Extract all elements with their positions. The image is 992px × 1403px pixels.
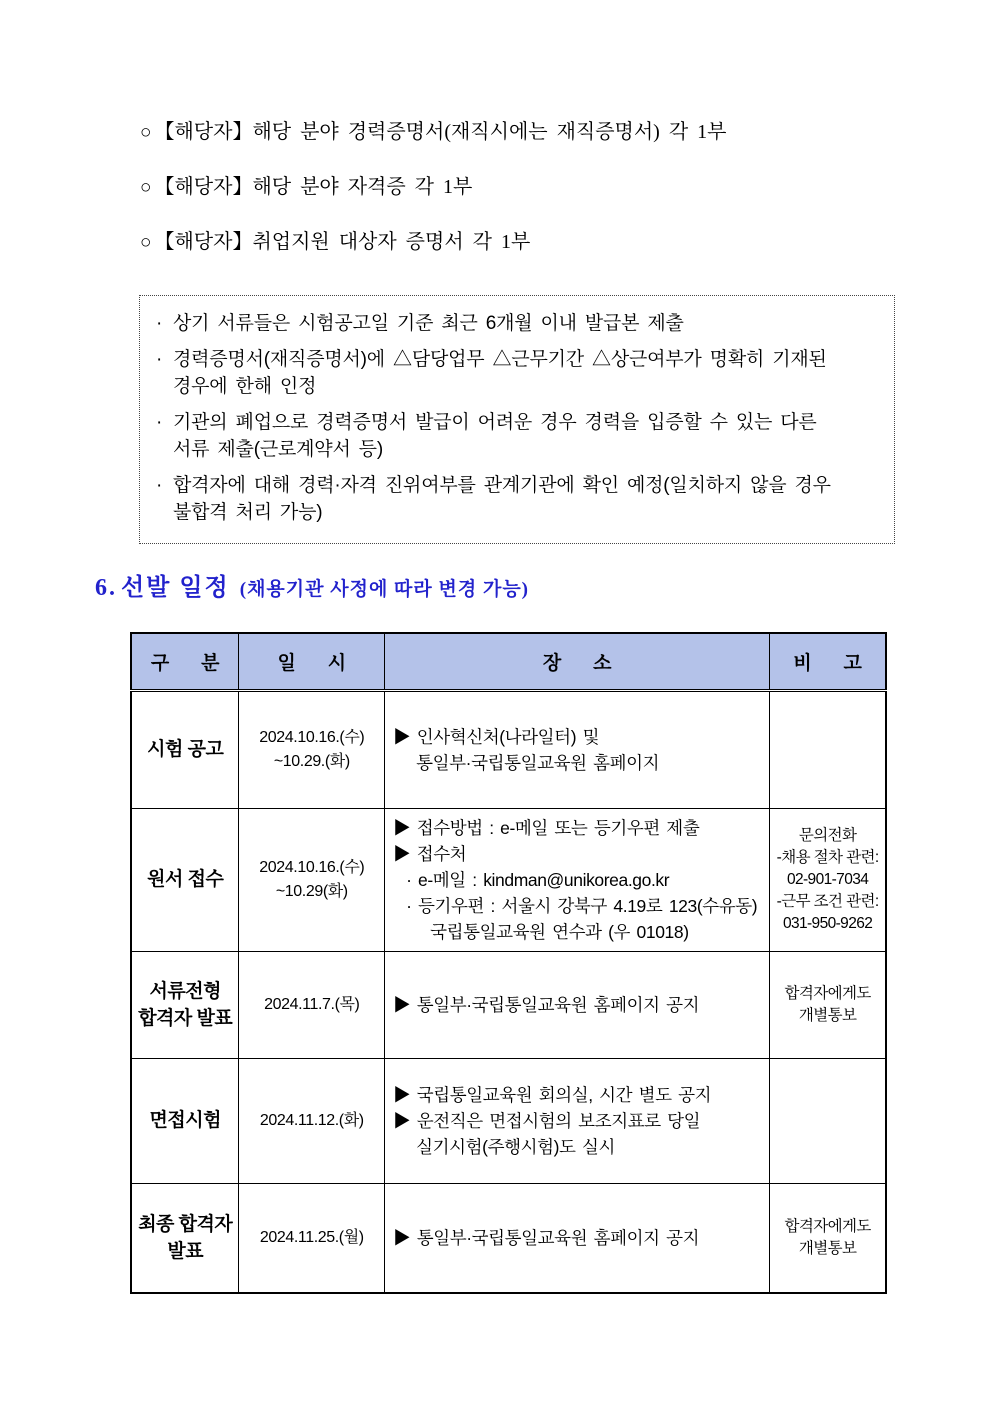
note-line: 합격자에 대해 경력·자격 진위여부를 관계기관에 확인 예정(일치하지 않을 경우: [173, 475, 831, 496]
location-line: ▶ 운전직은 면접시험의 보조지표로 당일: [393, 1110, 701, 1131]
cell-line: 개별통보: [798, 1239, 857, 1257]
schedule-row: [131, 808, 886, 951]
cell-line: 031-950-9262: [782, 914, 873, 932]
date-cell: [239, 1058, 385, 1183]
attachment-text: 【해당자】취업지원 대상자 증명서 각 1부: [154, 231, 531, 253]
note-text: [173, 346, 827, 400]
cell-line: 2024.11.25.(월): [259, 1228, 364, 1246]
category-cell: [131, 690, 239, 808]
location-line: 실기시험(주행시험)도 실시: [416, 1136, 616, 1157]
cell-line: 02-901-7034: [786, 870, 869, 888]
category-cell: [131, 951, 239, 1058]
location-cell: [385, 690, 770, 808]
note-line: 경력증명서(재직증명서)에 △담당업무 △근무기간 △상근여부가 명확히 기재된: [173, 349, 827, 370]
attachment-list: [140, 120, 932, 285]
attachment-item: [140, 230, 932, 255]
note-text: [173, 409, 817, 463]
cell-line: 원서 접수: [147, 869, 224, 890]
dot-bullet-icon: ·: [156, 349, 163, 370]
schedule-row: [131, 951, 886, 1058]
schedule-table: [130, 632, 887, 1294]
location-cell: [385, 951, 770, 1058]
location-line: 국립통일교육원 연수과 (우 01018): [430, 921, 689, 942]
cell-line: 발표: [167, 1240, 204, 1262]
cell-line: ~10.29(화): [275, 882, 348, 900]
section-subtitle: (채용기관 사정에 따라 변경 가능): [239, 579, 530, 600]
note-line: 상기 서류들은 시험공고일 기준 최근 6개월 이내 발급본 제출: [173, 313, 684, 334]
location-line: · 등기우편 : 서울시 강북구 4.19로 123(수유동): [406, 895, 758, 916]
location-line: ▶ 접수방법 : e-메일 또는 등기우편 제출: [393, 817, 700, 838]
cell-line: 2024.11.12.(화): [259, 1111, 364, 1129]
circle-bullet-icon: ○: [140, 177, 152, 198]
location-line: ▶ 통일부·국립통일교육원 홈페이지 공지: [393, 994, 700, 1015]
cell-line: 합격자 발표: [138, 1007, 233, 1029]
attachment-item: [140, 175, 932, 200]
note-line: 불합격 처리 가능): [173, 502, 323, 523]
cell-line: 문의전화: [798, 826, 857, 844]
category-cell: [131, 1058, 239, 1183]
category-cell: [131, 1183, 239, 1293]
cell-line: 합격자에게도: [784, 1217, 871, 1235]
dot-bullet-icon: ·: [156, 412, 163, 433]
circle-bullet-icon: ○: [140, 122, 152, 143]
location-line: · e-메일 : kindman@unikorea.go.kr: [406, 869, 670, 890]
location-cell: [385, 808, 770, 951]
location-cell: [385, 1183, 770, 1293]
location-line: ▶ 접수처: [393, 843, 467, 864]
dot-bullet-icon: ·: [156, 475, 163, 496]
note-line: 경우에 한해 인정: [173, 376, 317, 397]
note-text: [173, 472, 831, 526]
location-line: 통일부·국립통일교육원 홈페이지: [416, 752, 660, 773]
location-cell: [385, 1058, 770, 1183]
cell-line: 2024.10.16.(수): [259, 858, 365, 876]
note-cell: [770, 808, 886, 951]
cell-line: 2024.10.16.(수): [259, 728, 365, 746]
cell-line: 시험 공고: [147, 739, 224, 760]
date-cell: [239, 951, 385, 1058]
attachment-text: 【해당자】해당 분야 자격증 각 1부: [154, 176, 473, 198]
note-item: [156, 472, 880, 526]
note-text: [173, 310, 684, 337]
note-cell: [770, 951, 886, 1058]
cell-line: 서류전형: [149, 980, 221, 1002]
note-item: [156, 346, 880, 400]
category-cell: [131, 808, 239, 951]
schedule-row: [131, 690, 886, 808]
cell-line: -채용 절차 관련:: [776, 848, 879, 866]
schedule-header-cell: 장 소: [385, 633, 770, 690]
date-cell: [239, 690, 385, 808]
schedule-header-row: [131, 633, 886, 690]
date-cell: [239, 808, 385, 951]
cell-line: ~10.29.(화): [273, 752, 350, 770]
schedule-row: [131, 1183, 886, 1293]
attachment-item: [140, 120, 932, 145]
section-title: 선발 일정: [121, 575, 230, 601]
location-line: ▶ 국립통일교육원 회의실, 시간 별도 공지: [393, 1084, 712, 1105]
note-cell: [770, 1183, 886, 1293]
section-number: 6.: [95, 575, 117, 601]
schedule-header-cell: 일 시: [239, 633, 385, 690]
note-cell: [770, 1058, 886, 1183]
note-item: [156, 409, 880, 463]
notes-box: [139, 295, 895, 544]
cell-line: 합격자에게도: [784, 984, 871, 1002]
schedule-header-cell: 구 분: [131, 633, 239, 690]
note-line: 기관의 폐업으로 경력증명서 발급이 어려운 경우 경력을 입증할 수 있는 다른: [173, 412, 817, 433]
circle-bullet-icon: ○: [140, 232, 152, 253]
schedule-row: [131, 1058, 886, 1183]
schedule-header-cell: 비 고: [770, 633, 886, 690]
cell-line: 2024.11.7.(목): [264, 995, 360, 1013]
cell-line: 면접시험: [149, 1110, 221, 1131]
section-heading: [95, 567, 529, 602]
note-line: 서류 제출(근로계약서 등): [173, 439, 383, 460]
dot-bullet-icon: ·: [156, 313, 163, 334]
location-line: ▶ 인사혁신처(나라일터) 및: [393, 726, 600, 747]
note-cell: [770, 690, 886, 808]
attachment-text: 【해당자】해당 분야 경력증명서(재직시에는 재직증명서) 각 1부: [154, 121, 727, 143]
location-line: ▶ 통일부·국립통일교육원 홈페이지 공지: [393, 1227, 700, 1248]
cell-line: -근무 조건 관련:: [776, 892, 879, 910]
date-cell: [239, 1183, 385, 1293]
cell-line: 최종 합격자: [138, 1213, 233, 1235]
note-item: [156, 310, 880, 337]
cell-line: 개별통보: [798, 1006, 857, 1024]
